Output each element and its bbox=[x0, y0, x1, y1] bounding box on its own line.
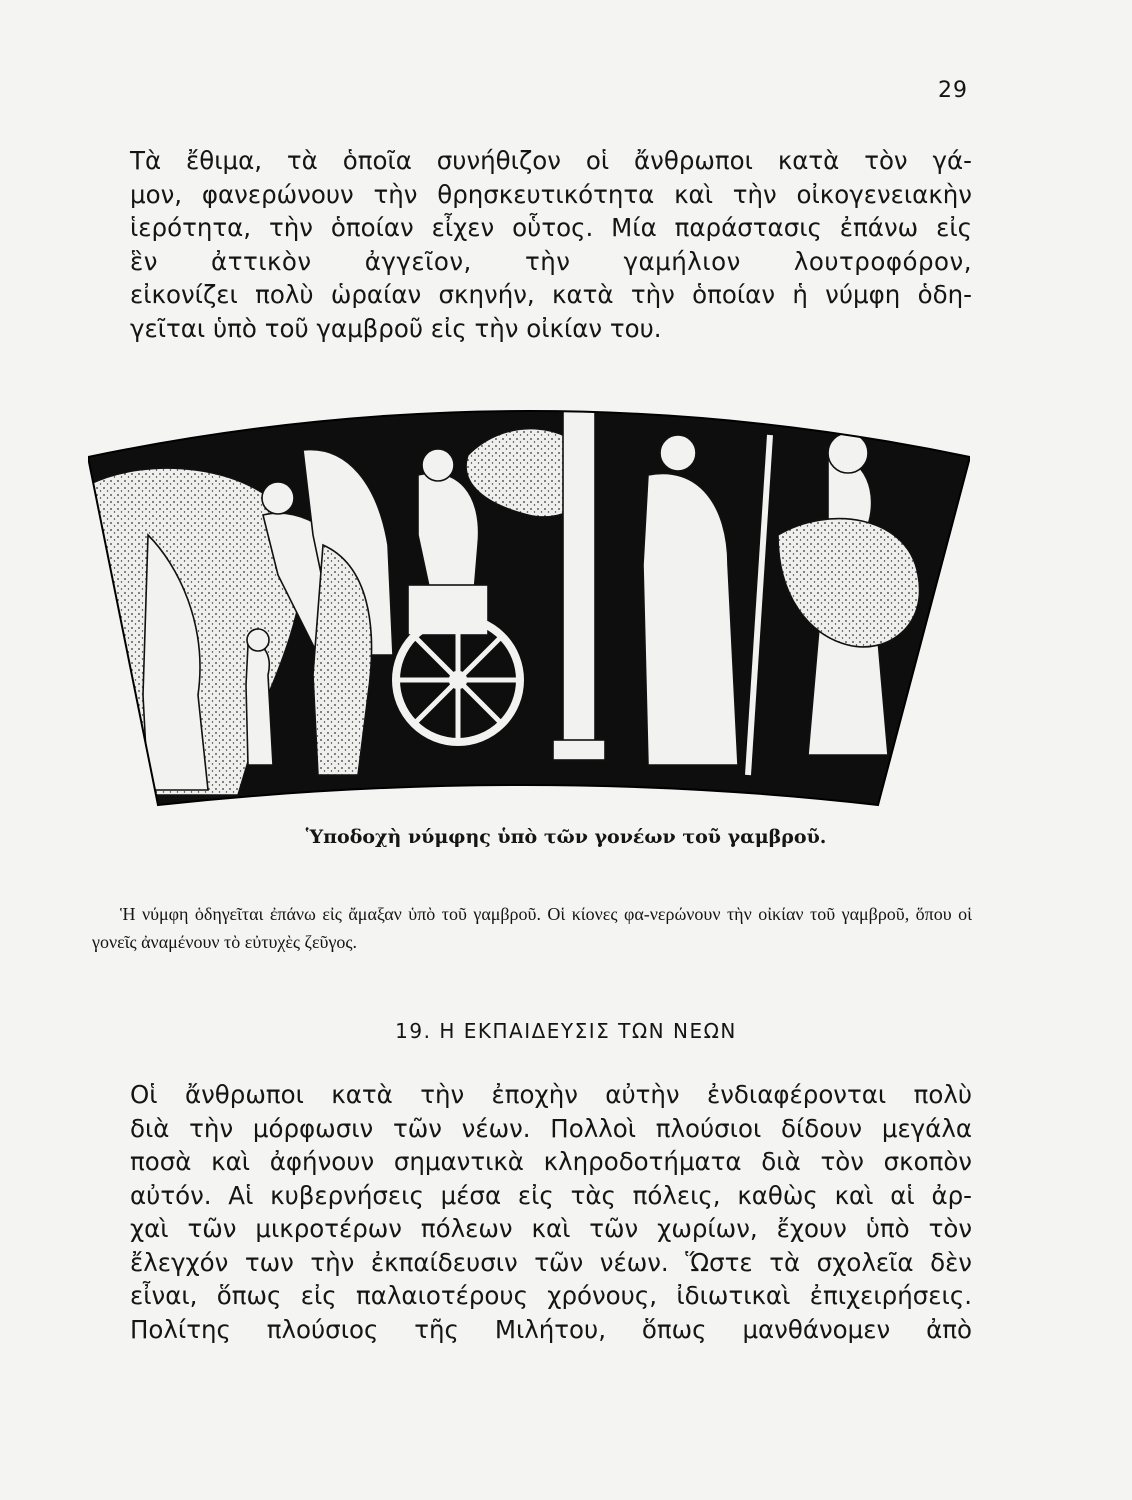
figure-caption: Ἡ νύμφη ὁδηγεῖται ἐπάνω εἰς ἄμαξαν ὑπὸ τοῦ γαμβροῦ. Οἱ κίονες φα-νερώνουν τὴν οἰκίαν τοῦ γαμβροῦ, ὅπου οἱ γονεῖς ἀναμένουν τὸ εὐτυχὲς ζεῦγος. bbox=[92, 904, 972, 952]
paragraph-line: Τὰ ἔθιμα, τὰ ὁποῖα συνήθιζον οἱ ἄνθρωποι κατὰ τὸν γά- bbox=[130, 146, 972, 175]
paragraph-line: γεῖται ὑπὸ τοῦ γαμβροῦ εἰς τὴν οἰκίαν του. bbox=[130, 313, 662, 343]
paragraph-line: χαὶ τῶν μικροτέρων πόλεων καὶ τῶν χωρίων, ἔχουν ὑπὸ τὸν bbox=[130, 1214, 972, 1243]
paragraph-line: εἰκονίζει πολὺ ὡραίαν σκηνήν, κατὰ τὴν ὁποίαν ἡ νύμφη ὁδη- bbox=[130, 280, 972, 309]
paragraph-line: ἔλεγχόν των τὴν ἐκπαίδευσιν τῶν νέων. Ὥστε τὰ σχολεῖα δὲν bbox=[130, 1247, 972, 1277]
vase-painting-illustration bbox=[88, 395, 970, 815]
page-number: 29 bbox=[938, 78, 968, 103]
paragraph-line: Οἱ ἄνθρωποι κατὰ τὴν ἐποχὴν αὐτὴν ἐνδιαφέρονται πολὺ bbox=[130, 1080, 972, 1109]
intro-paragraph bbox=[92, 144, 972, 345]
paragraph-line: Πολίτης πλούσιος τῆς Μιλήτου, ὅπως μανθάνομεν ἀπὸ bbox=[130, 1314, 972, 1344]
paragraph-line: διὰ τὴν μόρφωσιν τῶν νέων. Πολλοὶ πλούσιοι δίδουν μεγάλα bbox=[130, 1113, 972, 1143]
paragraph-line: μον, φανερώνουν τὴν θρησκευτικότητα καὶ τὴν οἰκογενειακὴν bbox=[130, 179, 972, 209]
figure-title: Ὑποδοχὴ νύμφης ὑπὸ τῶν γονέων τοῦ γαμβροῦ. bbox=[305, 826, 827, 848]
paragraph-line: εἶναι, ὅπως εἰς παλαιοτέρους χρόνους, ἰδιωτικαὶ ἐπιχειρήσεις. bbox=[130, 1281, 972, 1310]
paragraph-line: ποσὰ καὶ ἀφήνουν σημαντικὰ κληροδοτήματα διὰ τὸν σκοπὸν bbox=[130, 1147, 972, 1176]
paragraph-line: ἓν ἀττικὸν ἀγγεῖον, τὴν γαμήλιον λουτροφόρον, bbox=[130, 246, 972, 276]
education-paragraph bbox=[92, 1078, 972, 1346]
paragraph-line: αὐτόν. Αἱ κυβερνήσεις μέσα εἰς τὰς πόλεις, καθὼς καὶ αἱ ἀρ- bbox=[130, 1180, 972, 1210]
paragraph-line: ἱερότητα, τὴν ὁποίαν εἶχεν οὗτος. Μία παράστασις ἐπάνω εἰς bbox=[130, 213, 972, 242]
section-heading: 19. Η ΕΚΠΑΙΔΕΥΣΙΣ ΤΩΝ ΝΕΩΝ bbox=[395, 1019, 737, 1043]
